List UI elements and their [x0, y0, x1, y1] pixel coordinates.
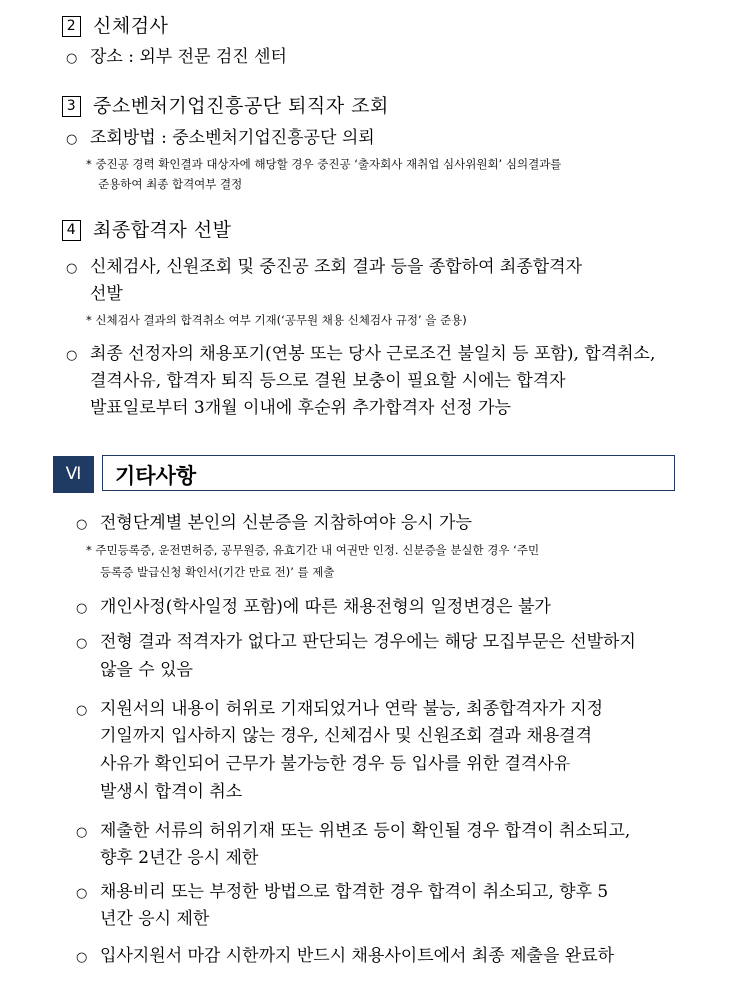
- list-item: ○ 입사지원서 마감 시한까지 반드시 채용사이트에서 최종 제출을 완료하: [76, 941, 614, 973]
- list-item: ○ 신체검사, 신원조회 및 중진공 조회 결과 등을 종합하여 최종합격자: [66, 252, 582, 284]
- section-heading-4: [62, 215, 232, 242]
- list-item-continuation: 향후 2년간 응시 제한: [100, 848, 259, 868]
- bullet-icon: ○: [76, 636, 88, 651]
- chapter-title-box: [102, 455, 675, 491]
- chapter-title: 기타사항: [115, 464, 197, 488]
- section-title: 신체검사: [93, 15, 169, 37]
- list-item: ○ 장소 : 외부 전문 검진 센터: [66, 42, 287, 74]
- note-line: 등록증 발급신청 확인서(기간 만료 전)’ 를 제출: [100, 565, 335, 579]
- note-line: * 신체검사 결과의 합격취소 여부 기재(‘공무원 채용 신체검사 규정’ 을 준용): [86, 313, 467, 327]
- list-item-continuation: 사유가 확인되어 근무가 불가능한 경우 등 입사를 위한 결격사유: [100, 754, 571, 774]
- bullet-icon: ○: [66, 348, 78, 363]
- bullet-icon: ○: [76, 601, 88, 616]
- list-item: ○ 전형 결과 적격자가 없다고 판단되는 경우에는 해당 모집부문은 선발하지: [76, 627, 636, 659]
- list-item: ○ 최종 선정자의 채용포기(연봉 또는 당사 근로조건 불일치 등 포함), 합격취소,: [66, 339, 655, 371]
- bullet-icon: ○: [76, 825, 88, 840]
- list-item: ○ 제출한 서류의 허위기재 또는 위변조 등이 확인될 경우 합격이 취소되고,: [76, 816, 630, 848]
- list-item: ○ 전형단계별 본인의 신분증을 지참하여야 응시 가능: [76, 508, 472, 540]
- list-item: ○ 개인사정(학사일정 포함)에 따른 채용전형의 일정변경은 불가: [76, 592, 551, 624]
- list-item-continuation: 년간 응시 제한: [100, 909, 210, 929]
- section-heading-2: [62, 11, 168, 38]
- note-line: 준용하여 최종 합격여부 결정: [98, 177, 243, 191]
- bullet-icon: ○: [66, 51, 78, 66]
- bullet-icon: ○: [66, 132, 78, 147]
- section-title: 중소벤처기업진흥공단 퇴직자 조회: [93, 95, 389, 117]
- note-line: * 중진공 경력 확인결과 대상자에 해당할 경우 중진공 ‘출자회사 재취업 심사위원회’ 심의결과를: [86, 157, 562, 171]
- bullet-icon: ○: [76, 703, 88, 718]
- list-item-continuation: 발생시 합격이 취소: [100, 782, 243, 802]
- chapter-number-badge: Ⅵ: [53, 456, 94, 493]
- list-item-continuation: 않을 수 있음: [100, 660, 193, 680]
- section-number-box: 2: [62, 16, 81, 37]
- list-item-continuation: 기일까지 입사하지 않는 경우, 신체검사 및 신원조회 결과 채용결격: [100, 726, 593, 746]
- bullet-icon: ○: [76, 517, 88, 532]
- bullet-icon: ○: [76, 886, 88, 901]
- list-item: ○ 지원서의 내용이 허위로 기재되었거나 연락 불능, 최종합격자가 지정: [76, 694, 603, 726]
- bullet-icon: ○: [66, 261, 78, 276]
- section-title: 최종합격자 선발: [93, 219, 232, 241]
- list-item: ○ 조회방법 : 중소벤처기업진흥공단 의뢰: [66, 123, 375, 155]
- list-item: ○ 채용비리 또는 부정한 방법으로 합격한 경우 합격이 취소되고, 향후 5: [76, 877, 608, 909]
- note-line: * 주민등록증, 운전면허증, 공무원증, 유효기간 내 여권만 인정. 신분증을 분실한 경우 ‘주민: [86, 543, 540, 557]
- section-heading-3: [62, 91, 389, 118]
- list-item-continuation: 결격사유, 합격자 퇴직 등으로 결원 보충이 필요할 시에는 합격자: [90, 371, 566, 391]
- list-item-continuation: 선발: [90, 284, 123, 304]
- section-number-box: 4: [62, 220, 81, 241]
- list-item-continuation: 발표일로부터 3개월 이내에 후순위 추가합격자 선정 가능: [90, 398, 511, 418]
- section-number-box: 3: [62, 96, 81, 117]
- bullet-icon: ○: [76, 950, 88, 965]
